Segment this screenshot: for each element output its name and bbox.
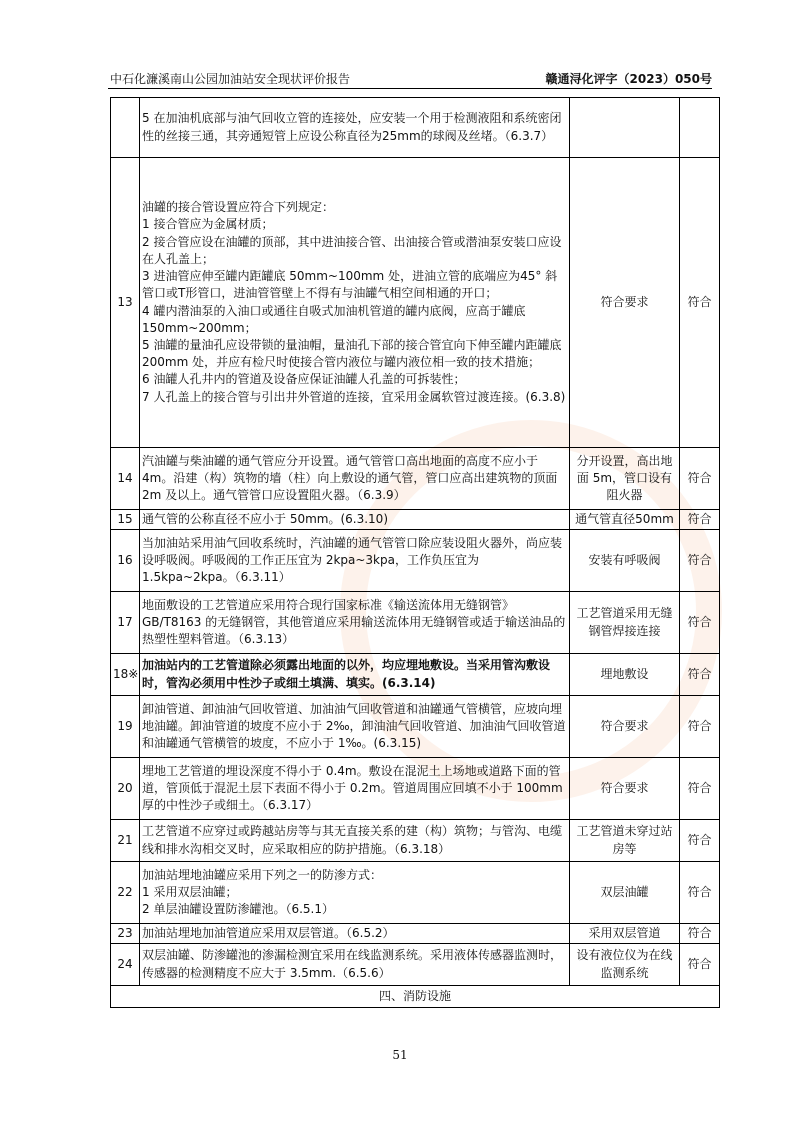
check-result: 分开设置，高出地面 5m，管口设有阻火器 [570, 448, 680, 510]
row-number: 19 [111, 696, 140, 758]
header-divider [108, 88, 712, 89]
check-result: 符合要求 [570, 158, 680, 448]
conclusion: 符合 [680, 592, 720, 654]
table-row [111, 98, 720, 158]
requirement-text: 汽油罐与柴油罐的通气管应分开设置。通气管管口高出地面的高度不应小于 4m。沿建（构）筑物的墙（柱）向上敷设的通气管，管口应高出建筑物的顶面 2m 及以上。通气管管口应设置阻火器。（6.3.9） [140, 448, 570, 510]
check-result: 安装有呼吸阀 [570, 530, 680, 592]
row-number: 14 [111, 448, 140, 510]
check-result [570, 98, 680, 158]
conclusion: 符合 [680, 862, 720, 924]
row-number: 22 [111, 862, 140, 924]
requirement-text: 埋地工艺管道的埋设深度不得小于 0.4m。敷设在混泥土上场地或道路下面的管道，管顶低于混泥土层下表面不得小于 0.2m。管道周围应回填不小于 100mm 厚的中性沙子或细土。（6.3.17） [140, 758, 570, 820]
check-result: 工艺管道未穿过站房等 [570, 820, 680, 862]
requirement-text: 通气管的公称直径不应小于 50mm。(6.3.10) [140, 510, 570, 530]
row-number: 13 [111, 158, 140, 448]
row-number: 18※ [111, 654, 140, 696]
table-row [111, 986, 720, 1008]
check-result: 通气管直径50mm [570, 510, 680, 530]
table-row [111, 654, 720, 696]
requirement-text: 地面敷设的工艺管道应采用符合现行国家标准《输送流体用无缝钢管》GB/T8163 的无缝钢管，其他管道应采用输送流体用无缝钢管或适于输送油品的热塑性塑料管道。（6.3.13） [140, 592, 570, 654]
conclusion: 符合 [680, 944, 720, 986]
conclusion: 符合 [680, 820, 720, 862]
check-result: 埋地敷设 [570, 654, 680, 696]
check-result: 符合要求 [570, 696, 680, 758]
table-row [111, 944, 720, 986]
requirement-text: 工艺管道不应穿过或跨越站房等与其无直接关系的建（构）筑物；与管沟、电缆线和排水沟相交叉时，应采取相应的防护措施。（6.3.18） [140, 820, 570, 862]
check-result: 采用双层管道 [570, 924, 680, 944]
table-row [111, 530, 720, 592]
requirement-text: 5 在加油机底部与油气回收立管的连接处，应安装一个用于检测液阻和系统密闭性的丝接三通，其旁通短管上应设公称直径为25mm的球阀及丝堵。（6.3.7） [140, 98, 570, 158]
conclusion: 符合 [680, 924, 720, 944]
table-row [111, 758, 720, 820]
header-title: 中石化濂溪南山公园加油站安全现状评价报告 [110, 72, 351, 86]
conclusion: 符合 [680, 448, 720, 510]
table-row [111, 510, 720, 530]
check-result: 设有液位仪为在线监测系统 [570, 944, 680, 986]
conclusion: 符合 [680, 758, 720, 820]
row-number: 15 [111, 510, 140, 530]
requirement-text: 加油站埋地油罐应采用下列之一的防渗方式： 1 采用双层油罐； 2 单层油罐设置防渗罐池。（6.5.1） [140, 862, 570, 924]
check-result: 双层油罐 [570, 862, 680, 924]
requirement-text: 加油站内的工艺管道除必须露出地面的以外，均应埋地敷设。当采用管沟敷设时，管沟必须用中性沙子或细土填满、填实。(6.3.14) [140, 654, 570, 696]
table-row [111, 448, 720, 510]
row-number: 23 [111, 924, 140, 944]
check-result: 符合要求 [570, 758, 680, 820]
requirement-text: 油罐的接合管设置应符合下列规定： 1 接合管应为金属材质； 2 接合管应设在油罐的顶部，其中进油接合管、出油接合管或潜油泵安装口应设在人孔盖上； 3 进油管应伸至罐内距罐底 50mm~100mm 处，进油立管的底端应为45° 斜管口或T形管口，进油管管壁上不得有与油罐气相空间相通的开口； 4 罐内潜油泵的入油口或通往自吸式加油机管道的罐内底阀，应高于罐底 150mm~200mm； 5 油罐的量油孔应设带锁的量油帽，量油孔下部的接合管宜向下伸至罐内距罐底 200mm 处，并应有检尺时使接合管内液位与罐内液位相一致的技术措施； 6 油罐人孔井内的管道及设备应保证油罐人孔盖的可拆装性； 7 人孔盖上的接合管与引出井外管道的连接，宜采用金属软管过渡连接。(6.3.8) [140, 158, 570, 448]
header-report-number: 赣通浔化评字（2023）050号 [545, 72, 712, 86]
row-number [111, 98, 140, 158]
table-row [111, 862, 720, 924]
table-row [111, 820, 720, 862]
row-number: 17 [111, 592, 140, 654]
page-number: 51 [392, 1048, 408, 1062]
conclusion: 符合 [680, 530, 720, 592]
section-title: 四、消防设施 [111, 986, 720, 1008]
table-row [111, 924, 720, 944]
table-row [111, 158, 720, 448]
requirement-text: 双层油罐、防渗罐池的渗漏检测宜采用在线监测系统。采用液体传感器监测时，传感器的检测精度不应大于 3.5mm.（6.5.6） [140, 944, 570, 986]
requirement-text: 加油站埋地加油管道应采用双层管道。（6.5.2） [140, 924, 570, 944]
check-result: 工艺管道采用无缝钢管焊接连接 [570, 592, 680, 654]
requirement-text: 当加油站采用油气回收系统时，汽油罐的通气管管口除应装设阻火器外，尚应装设呼吸阀。呼吸阀的工作正压宜为 2kpa~3kpa，工作负压宜为 1.5kpa~2kpa。（6.3.11） [140, 530, 570, 592]
safety-check-table [110, 97, 720, 1008]
requirement-text: 卸油管道、卸油油气回收管道、加油油气回收管道和油罐通气管横管，应坡向埋地油罐。卸油管道的坡度不应小于 2‰，卸油油气回收管道、加油油气回收管道和油罐通气管横管的坡度，不应小于 1‰。(6.3.15) [140, 696, 570, 758]
row-number: 24 [111, 944, 140, 986]
conclusion [680, 98, 720, 158]
conclusion: 符合 [680, 654, 720, 696]
conclusion: 符合 [680, 510, 720, 530]
row-number: 20 [111, 758, 140, 820]
row-number: 16 [111, 530, 140, 592]
conclusion: 符合 [680, 696, 720, 758]
row-number: 21 [111, 820, 140, 862]
table-row [111, 696, 720, 758]
table-row [111, 592, 720, 654]
conclusion: 符合 [680, 158, 720, 448]
